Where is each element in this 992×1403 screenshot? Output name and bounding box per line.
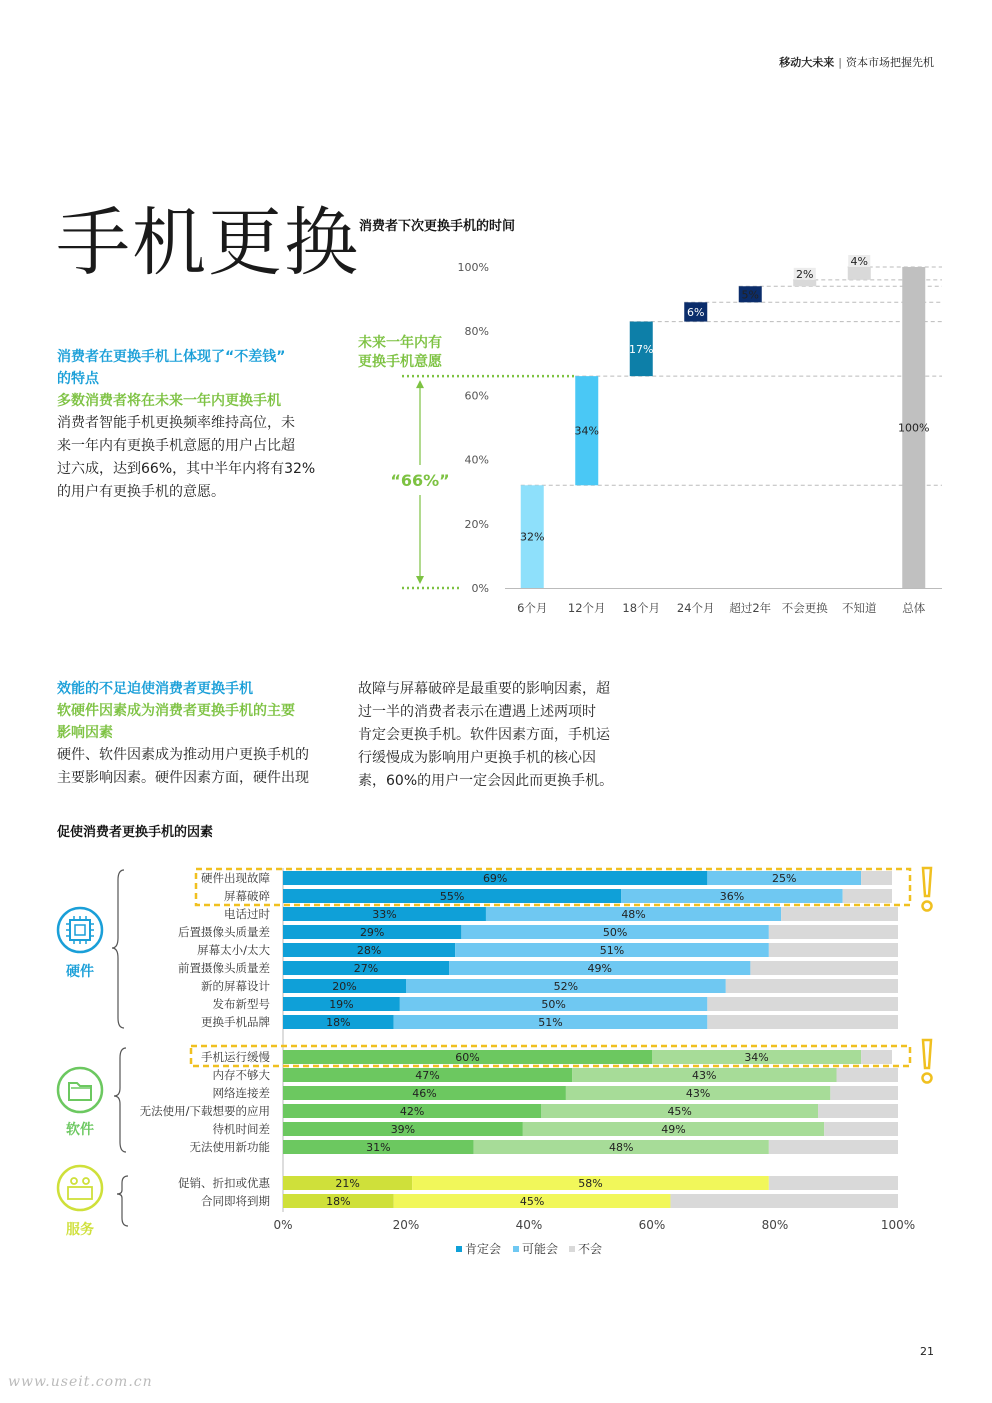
chart2-bar-no: [769, 1140, 898, 1154]
warning-icon: [923, 1040, 931, 1068]
chart1-data-label: 2%: [796, 267, 814, 281]
chart2-label-definitely: 18%: [326, 1195, 351, 1208]
section1-subheading: 多数消费者将在未来一年内更换手机: [57, 393, 281, 409]
section2-subheading-line1: 软硬件因素成为消费者更换手机的主要: [57, 703, 295, 719]
chart2-bar-no: [824, 1122, 898, 1136]
chart1-annotation-line1: 未来一年内有: [358, 335, 442, 351]
chart2-legend-label: 肯定会: [465, 1242, 502, 1256]
chart2-row-label: 手机运行缓慢: [201, 1050, 270, 1064]
chart2-label-maybe: 45%: [519, 1195, 545, 1208]
warning-icon-dot: [923, 902, 932, 911]
chart1-y-tick: 40%: [464, 453, 489, 467]
chart2-row-label: 网络连接差: [212, 1086, 270, 1100]
chart2-x-tick: 40%: [515, 1218, 543, 1232]
chart2-label-maybe: 36%: [719, 890, 745, 903]
chart1-gridlines: [505, 267, 942, 589]
section2-paragraph-line: 过一半的消费者表示在遭遇上述两项时: [358, 704, 596, 720]
chart2-row: [213, 1068, 899, 1082]
chart1-x-tick: 超过2年: [729, 601, 772, 615]
chart2-bar-no: [861, 871, 892, 885]
chart1-y-tick: 80%: [464, 325, 489, 339]
section2-paragraph-line: 主要影响因素。硬件因素方面，硬件出现: [57, 770, 309, 786]
service-icon-person1: [71, 1178, 77, 1184]
chart2-bar-no: [726, 979, 898, 993]
chart2-label-maybe: 48%: [609, 1141, 634, 1154]
chart1-data-label: 5%: [741, 288, 759, 302]
warning-icon-dot: [923, 1074, 932, 1083]
chart2-x-ticks: [273, 1218, 915, 1232]
chart2-row-label: 后置摄像头质量差: [178, 925, 270, 939]
chart2-row-label: 无法使用新功能: [189, 1140, 270, 1154]
section1-heading-line2: 的特点: [57, 371, 99, 387]
chart2-label-definitely: 33%: [372, 908, 397, 921]
chart2-label-definitely: 60%: [455, 1051, 480, 1064]
chart2-row-label: 合同即将到期: [201, 1194, 270, 1208]
chart1-bars: [520, 255, 929, 588]
chart2-label-definitely: 55%: [439, 890, 465, 903]
chart2-label-maybe: 58%: [578, 1177, 603, 1190]
chart1-data-label: 34%: [574, 424, 599, 438]
chart2-bar-no: [769, 1176, 898, 1190]
group-brace-software: [114, 1048, 126, 1152]
chart2-bar-no: [769, 943, 898, 957]
chart1-x-tick: 18个月: [622, 601, 661, 615]
chart2-row: [213, 1122, 899, 1136]
section2-subheading-line2: 影响因素: [57, 725, 113, 741]
chart1-data-label: 100%: [898, 421, 930, 435]
page-title: 手机更换: [56, 200, 360, 286]
group-label-hardware: 硬件: [66, 964, 94, 980]
chart2-label-definitely: 31%: [366, 1141, 391, 1154]
section2-heading: 效能的不足迫使消费者更换手机: [57, 681, 253, 697]
chart2-bar-no: [707, 997, 898, 1011]
chart1-data-label: 4%: [850, 255, 868, 268]
chart2-bar-no: [769, 925, 898, 939]
chart2-label-definitely: 69%: [482, 872, 508, 885]
chart1-arrowhead-up: [416, 380, 424, 388]
chart1-data-label: 17%: [629, 342, 654, 356]
chart2-label-maybe: 25%: [771, 872, 797, 885]
chart2-row: [201, 1015, 898, 1029]
chart2-row-label: 促销、折扣或优惠: [178, 1176, 270, 1190]
chart2-bar-no: [861, 1050, 892, 1064]
section1-paragraph-line: 消费者智能手机更换频率维持高位，未: [57, 415, 295, 431]
chart2-row-label: 硬件出现故障: [201, 871, 270, 885]
chart2-row: [140, 1104, 898, 1118]
chart2-legend-label: 不会: [578, 1242, 603, 1256]
chart1-data-label: 6%: [687, 305, 705, 319]
header-report-name: 移动大未来: [779, 56, 835, 69]
header-report-subtitle: 资本市场把握先机: [846, 56, 934, 69]
chart1-title: 消费者下次更换手机的时间: [359, 219, 516, 234]
chart2-row-label: 屏幕破碎: [224, 889, 270, 903]
chart1-y-tick: 20%: [464, 517, 489, 531]
chart2-label-maybe: 43%: [692, 1069, 717, 1082]
page-number: 21: [920, 1345, 934, 1358]
chart2-bar-no: [818, 1104, 898, 1118]
chart2-row: [224, 889, 892, 903]
chart2-row: [201, 979, 898, 993]
chart1-y-tick: 100%: [457, 261, 489, 274]
chart1-y-tick: 60%: [464, 389, 489, 403]
chart2-label-definitely: 39%: [390, 1123, 416, 1136]
chart2-label-maybe: 43%: [685, 1087, 711, 1100]
chart2-row-label: 更换手机品牌: [201, 1015, 270, 1029]
chart2-label-maybe: 49%: [587, 962, 612, 975]
chart2-x-tick: 20%: [392, 1218, 420, 1232]
chart2-legend-label: 可能会: [522, 1242, 559, 1256]
chart2-row: [224, 907, 898, 921]
section2-left-text: [57, 678, 342, 790]
chart2-row-label: 发布新型号: [212, 997, 270, 1011]
chart2-row: [213, 997, 899, 1011]
chart2-bar-no: [843, 889, 892, 903]
chart2-label-definitely: 21%: [335, 1177, 360, 1190]
chart2-label-definitely: 28%: [356, 944, 382, 957]
chart2-group-markers: [58, 870, 128, 1238]
chart2-label-definitely: 42%: [399, 1105, 425, 1118]
chart2-x-tick: 100%: [880, 1218, 916, 1232]
section2-paragraph-right: [358, 678, 648, 793]
chart2-row-label: 新的屏幕设计: [201, 979, 270, 993]
group-brace-service: [117, 1176, 128, 1226]
chart1-x-tick: 总体: [902, 601, 926, 615]
chart2-title: 促使消费者更换手机的因素: [57, 825, 214, 840]
chart1-x-tick: 12个月: [567, 601, 606, 615]
chart2-label-maybe: 52%: [553, 980, 579, 993]
chart2-bar-no: [837, 1068, 899, 1082]
service-icon-person2: [83, 1178, 89, 1184]
section1-paragraph-line: 过六成，达到66%，其中半年内将有32%: [57, 461, 316, 477]
chart2-row: [178, 1176, 898, 1190]
chart2-row: [178, 925, 898, 939]
chart2-legend-swatch: [569, 1246, 575, 1252]
chart2-bar-no: [830, 1086, 898, 1100]
chart2-row-label: 内存不够大: [212, 1068, 270, 1082]
section2-paragraph-line: 硬件、软件因素成为推动用户更换手机的: [57, 747, 309, 763]
chart1-brace-label: “66%”: [390, 471, 450, 490]
chart2-legend-swatch: [513, 1246, 519, 1252]
folder-icon: [58, 1068, 102, 1112]
chart2-bar-no: [781, 907, 898, 921]
chart2-legend-swatch: [456, 1246, 462, 1252]
chart2-row: [201, 1050, 892, 1064]
section2-paragraph-line: 故障与屏幕破碎是最重要的影响因素，超: [358, 681, 610, 697]
group-brace-hardware: [112, 870, 124, 1028]
section1-paragraph-line: 的用户有更换手机的意愿。: [57, 484, 225, 500]
chip-icon-body: [70, 920, 90, 940]
chart2-x-tick: 60%: [638, 1218, 666, 1232]
chart2-x-tick: 80%: [761, 1218, 789, 1232]
warning-icon: [923, 868, 931, 896]
chart1-x-tick: 24个月: [676, 601, 715, 615]
section2-paragraph-left: [57, 744, 342, 790]
section1-paragraph-line: 来一年内有更换手机意愿的用户占比超: [57, 438, 295, 454]
group-software: [58, 1048, 126, 1152]
chart2-label-definitely: 46%: [412, 1087, 437, 1100]
chip-icon-core: [75, 925, 85, 935]
chart2-label-maybe: 50%: [602, 926, 628, 939]
chart1-waterfall: [0, 0, 992, 640]
service-icon-desk: [68, 1187, 92, 1199]
folder-icon-shape: [69, 1083, 91, 1100]
chart2-row: [190, 1140, 899, 1154]
section2-paragraph-line: 素，60%的用户一定会因此而更换手机。: [358, 773, 614, 789]
chart2-x-tick: 0%: [273, 1218, 293, 1232]
section2-paragraph-line: 肯定会更换手机。软件因素方面，手机运: [358, 727, 610, 743]
chart2-label-maybe: 51%: [599, 944, 625, 957]
group-label-service: 服务: [66, 1222, 94, 1238]
chart1-bar: [848, 267, 871, 280]
chart2-row: [213, 1086, 899, 1100]
chart2-row-label: 无法使用/下载想要的应用: [139, 1104, 270, 1118]
watermark: www.useit.com.cn: [8, 1374, 153, 1390]
chart2-row-label: 前置摄像头质量差: [178, 961, 270, 975]
chart1-data-label: 32%: [520, 530, 545, 544]
chart2-stacked-bars: [0, 850, 992, 1270]
chart1-x-ticks: [517, 601, 926, 615]
chart2-label-maybe: 49%: [661, 1123, 686, 1136]
chart2-rows: [140, 868, 898, 1212]
chart1-y-tick: 0%: [471, 582, 489, 595]
chart2-label-definitely: 29%: [359, 926, 385, 939]
chart2-bar-no: [707, 1015, 898, 1029]
group-hardware: [58, 870, 124, 1028]
chart1-x-tick: 6个月: [517, 601, 548, 615]
chart2-row: [201, 871, 892, 885]
chart1-y-ticks: [458, 261, 489, 595]
chip-icon: [58, 908, 102, 952]
service-icon: [58, 1166, 102, 1210]
chart2-label-maybe: 45%: [667, 1105, 692, 1118]
chart1-x-tick: 不会更换: [781, 601, 828, 615]
chart2-label-definitely: 47%: [415, 1069, 440, 1082]
section1-heading-line1: 消费者在更换手机上体现了“不差钱”: [57, 349, 286, 365]
chart2-legend: [456, 1241, 602, 1256]
chart1-annotation-line2: 更换手机意愿: [358, 354, 442, 370]
chart2-row: [197, 943, 898, 957]
chart2-label-definitely: 27%: [353, 962, 379, 975]
chart1-x-tick: 不知道: [842, 601, 877, 615]
group-label-software: 软件: [66, 1122, 94, 1138]
group-service: [58, 1166, 128, 1238]
chart2-label-definitely: 19%: [329, 998, 354, 1011]
chart2-label-definitely: 18%: [326, 1016, 351, 1029]
chart2-row-label: 待机时间差: [212, 1122, 270, 1136]
chart2-label-definitely: 20%: [332, 980, 357, 993]
header-separator: |: [838, 56, 842, 69]
chart1-arrowhead-down: [416, 576, 424, 584]
chart2-label-maybe: 50%: [541, 998, 566, 1011]
chart2-bar-no: [750, 961, 898, 975]
section2-paragraph-line: 行缓慢成为影响用户更换手机的核心因: [358, 750, 596, 766]
chart2-bar-no: [670, 1194, 898, 1208]
chart2-label-maybe: 51%: [538, 1016, 563, 1029]
chart2-row: [178, 961, 898, 975]
chart2-label-maybe: 48%: [621, 908, 646, 921]
chart2-label-maybe: 34%: [744, 1051, 769, 1064]
chart2-row-label: 电话过时: [224, 907, 270, 921]
chart2-row-label: 屏幕太小/太大: [197, 943, 270, 957]
chart2-row: [201, 1194, 898, 1208]
